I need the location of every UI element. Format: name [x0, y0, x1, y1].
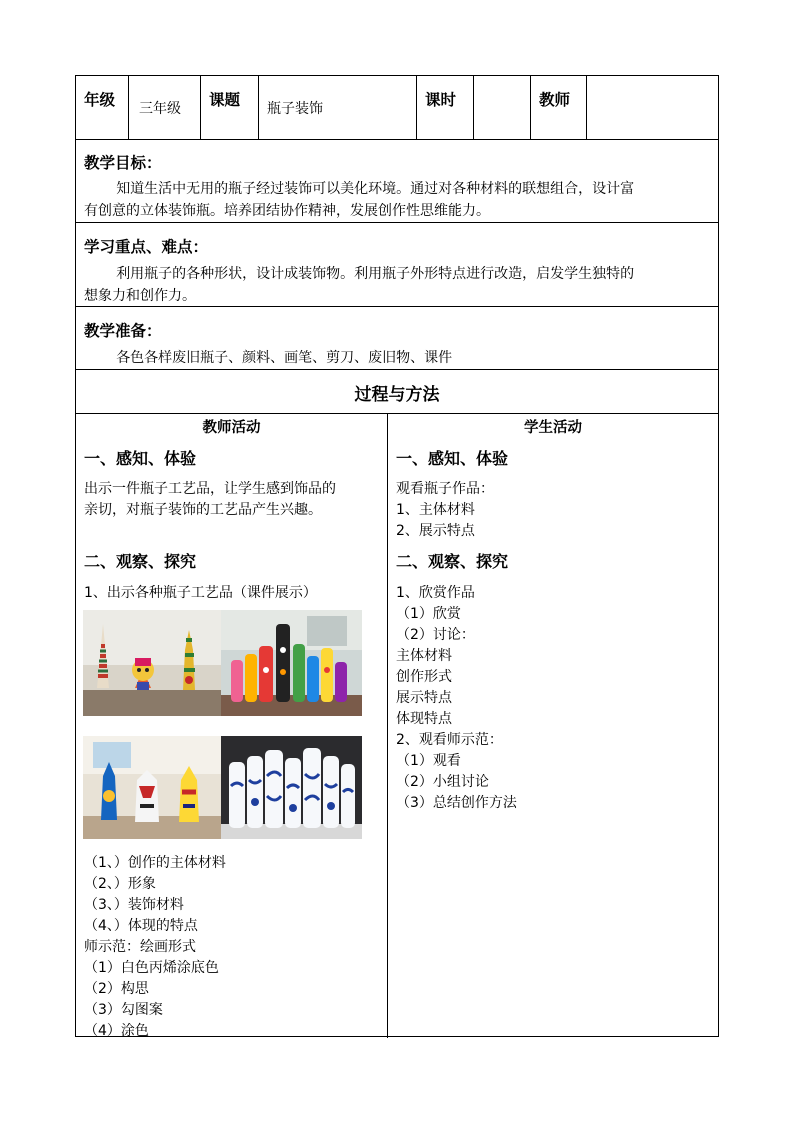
teacher-item-4: （4、）体现的特点 [84, 918, 198, 934]
student-section-2-title: 二、观察、探究 [396, 552, 509, 571]
teacher-label-cell [531, 76, 587, 139]
bottle-photo-3 [83, 736, 221, 839]
student-activity-column [388, 414, 718, 1038]
hours-label-cell [417, 76, 474, 139]
bottle-photo-1 [83, 610, 221, 716]
teacher-demo-step-1: （1）白色丙烯涂底色 [84, 960, 219, 976]
student-section-2-line-8: 2、观看师示范： [396, 732, 503, 748]
student-section-2-line-2: （1）欣赏 [396, 606, 461, 622]
key-points-line-1: 利用瓶子的各种形状，设计成装饰物。利用瓶子外形特点进行改造，启发学生独特的 [116, 266, 635, 282]
key-points-title: 学习重点、难点： [84, 237, 209, 256]
student-section-2-line-5: 创作形式 [396, 669, 452, 685]
student-section-2-line-11: （3）总结创作方法 [396, 795, 517, 811]
student-section-2-line-7: 体现特点 [396, 711, 452, 727]
teacher-section-1-title: 一、感知、体验 [84, 449, 197, 468]
student-section-2-line-9: （1）观看 [396, 753, 461, 769]
student-activity-header: 学生活动 [524, 419, 582, 436]
teacher-value-cell [587, 76, 718, 139]
teacher-item-3: （3、）装饰材料 [84, 897, 184, 913]
student-section-2-line-4: 主体材料 [396, 648, 452, 664]
student-section-2-line-3: （2）讨论： [396, 627, 475, 643]
teacher-demo-step-4: （4）涂色 [84, 1023, 149, 1039]
key-points-row [76, 223, 718, 307]
teacher-item-1: （1、）创作的主体材料 [84, 855, 226, 871]
student-section-2-line-10: （2）小组讨论 [396, 774, 489, 790]
teacher-demo-step-2: （2）构思 [84, 981, 149, 997]
objectives-row [76, 140, 718, 223]
bottle-photo-2 [221, 610, 362, 716]
bottle-photo-3-image [83, 736, 221, 839]
bottle-photo-4 [221, 736, 362, 839]
topic-value: 瓶子装饰 [267, 101, 323, 117]
teacher-activity-column [76, 414, 388, 1038]
objectives-line-2: 有创意的立体装饰瓶。培养团结协作精神，发展创作性思维能力。 [84, 203, 490, 219]
bottle-photo-1-image [83, 610, 221, 716]
key-points-body [84, 263, 710, 307]
process-title-row [76, 370, 718, 414]
hours-value-cell [474, 76, 531, 139]
topic-label: 课题 [209, 90, 241, 109]
objectives-title: 教学目标： [84, 153, 162, 172]
bottle-photo-4-image [221, 736, 362, 839]
student-section-1-line-2: 1、主体材料 [396, 502, 475, 518]
grade-label: 年级 [84, 90, 116, 109]
grade-label-cell [76, 76, 129, 139]
grade-value-cell [129, 76, 201, 139]
teacher-label: 教师 [539, 90, 571, 109]
objectives-line-1: 知道生活中无用的瓶子经过装饰可以美化环境。通过对各种材料的联想组合，设计富 [116, 181, 635, 197]
lesson-plan-table [75, 75, 719, 1037]
preparation-row [76, 307, 718, 370]
topic-value-cell [259, 76, 417, 139]
teacher-item-2: （2、）形象 [84, 876, 156, 892]
objectives-body [84, 178, 710, 222]
hours-label: 课时 [425, 90, 457, 109]
teacher-section-1-line-1: 出示一件瓶子工艺品，让学生感到饰品的 [84, 481, 336, 497]
student-section-1-title: 一、感知、体验 [396, 449, 509, 468]
preparation-title: 教学准备： [84, 321, 162, 340]
student-section-1-line-1: 观看瓶子作品： [396, 481, 494, 497]
key-points-line-2: 想象力和创作力。 [84, 288, 196, 304]
student-section-2-line-6: 展示特点 [396, 690, 452, 706]
header-row [76, 76, 718, 140]
preparation-text: 各色各样废旧瓶子、颜料、画笔、剪刀、废旧物、课件 [116, 350, 453, 366]
teacher-activity-header: 教师活动 [202, 419, 261, 436]
student-section-1-line-3: 2、展示特点 [396, 523, 475, 539]
topic-label-cell [201, 76, 259, 139]
teacher-section-2-line-1: 1、出示各种瓶子工艺品（课件展示） [84, 585, 317, 601]
teacher-demo-title: 师示范：绘画形式 [84, 939, 196, 955]
teacher-section-2-title: 二、观察、探究 [84, 552, 197, 571]
teacher-section-1-line-2: 亲切，对瓶子装饰的工艺品产生兴趣。 [84, 502, 322, 518]
process-title: 过程与方法 [354, 385, 440, 405]
grade-value: 三年级 [139, 101, 181, 117]
student-section-2-line-1: 1、欣赏作品 [396, 585, 475, 601]
teacher-demo-step-3: （3）勾图案 [84, 1002, 163, 1018]
bottle-photo-2-image [221, 610, 362, 716]
